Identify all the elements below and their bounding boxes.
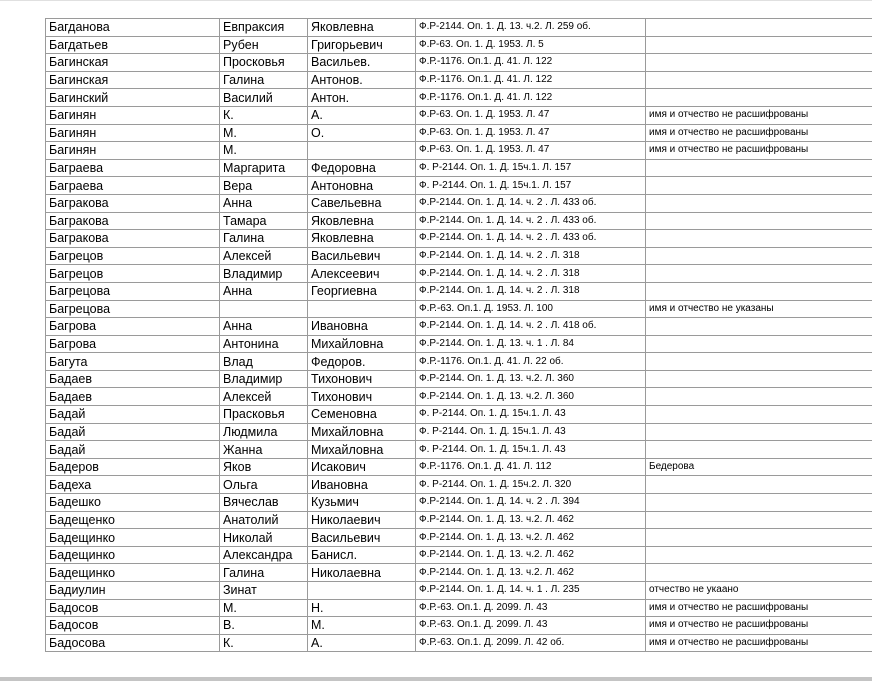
surname-cell: Бадешко	[46, 494, 220, 512]
surname-cell: Багинян	[46, 106, 220, 124]
patronymic-cell: Михайловна	[308, 423, 416, 441]
archive-reference-cell: Ф.Р.-1176. Оп.1. Д. 41. Л. 112	[416, 458, 646, 476]
archive-reference-cell: Ф.Р-2144. Оп. 1. Д. 13. ч.2. Л. 360	[416, 388, 646, 406]
first-name-cell: Антонина	[220, 335, 308, 353]
first-name-cell: Владимир	[220, 265, 308, 283]
archive-reference-cell: Ф.Р.-63. Оп.1. Д. 2099. Л. 43	[416, 599, 646, 617]
note-cell	[646, 36, 872, 54]
surname-cell: Багрецова	[46, 300, 220, 318]
patronymic-cell: Исакович	[308, 458, 416, 476]
surname-cell: Бадосов	[46, 617, 220, 635]
archive-reference-cell: Ф.Р.-63. Оп.1. Д. 1953. Л. 100	[416, 300, 646, 318]
table-row	[46, 300, 872, 318]
table-row	[46, 370, 872, 388]
archive-reference-cell: Ф.Р-2144. Оп. 1. Д. 14. ч. 2 . Л. 318	[416, 247, 646, 265]
patronymic-cell: Антон.	[308, 89, 416, 107]
note-cell	[646, 247, 872, 265]
note-cell: Бедерова	[646, 458, 872, 476]
first-name-cell: В.	[220, 617, 308, 635]
table-row	[46, 54, 872, 72]
first-name-cell: Анна	[220, 194, 308, 212]
patronymic-cell: Григорьевич	[308, 36, 416, 54]
first-name-cell: Жанна	[220, 441, 308, 459]
table-row	[46, 441, 872, 459]
table-row	[46, 617, 872, 635]
table-row	[46, 265, 872, 283]
patronymic-cell: Тихонович	[308, 388, 416, 406]
table-row	[46, 142, 872, 160]
table-row	[46, 106, 872, 124]
surname-cell: Бадай	[46, 441, 220, 459]
patronymic-cell: Ивановна	[308, 476, 416, 494]
first-name-cell: Просковья	[220, 54, 308, 72]
note-cell	[646, 441, 872, 459]
table-row	[46, 36, 872, 54]
table-row	[46, 406, 872, 424]
note-cell: имя и отчество не расшифрованы	[646, 124, 872, 142]
surname-cell: Бадосов	[46, 599, 220, 617]
surname-cell: Багрецова	[46, 282, 220, 300]
patronymic-cell: Савельевна	[308, 194, 416, 212]
archive-reference-cell: Ф. Р-2144. Оп. 1. Д. 15ч.1. Л. 43	[416, 406, 646, 424]
surname-cell: Багдатьев	[46, 36, 220, 54]
patronymic-cell: Антоновна	[308, 177, 416, 195]
surname-cell: Бадещенко	[46, 511, 220, 529]
archive-reference-cell: Ф. Р-2144. Оп. 1. Д. 15ч.1. Л. 43	[416, 441, 646, 459]
table-row	[46, 335, 872, 353]
surname-cell: Бадеров	[46, 458, 220, 476]
table-row	[46, 318, 872, 336]
archive-reference-cell: Ф.Р.-1176. Оп.1. Д. 41. Л. 122	[416, 71, 646, 89]
note-cell	[646, 388, 872, 406]
first-name-cell	[220, 300, 308, 318]
patronymic-cell: Яковлевна	[308, 230, 416, 248]
surname-cell: Багинский	[46, 89, 220, 107]
archive-reference-cell: Ф.Р-2144. Оп. 1. Д. 14. ч. 2 . Л. 394	[416, 494, 646, 512]
note-cell	[646, 370, 872, 388]
archive-reference-cell: Ф.Р-63. Оп. 1. Д. 1953. Л. 47	[416, 142, 646, 160]
table-row	[46, 599, 872, 617]
table-row	[46, 159, 872, 177]
note-cell	[646, 353, 872, 371]
patronymic-cell: Н.	[308, 599, 416, 617]
archive-reference-cell: Ф.Р-63. Оп. 1. Д. 1953. Л. 5	[416, 36, 646, 54]
note-cell	[646, 318, 872, 336]
note-cell	[646, 564, 872, 582]
surname-cell: Бадаев	[46, 370, 220, 388]
surname-cell: Багракова	[46, 194, 220, 212]
patronymic-cell: О.	[308, 124, 416, 142]
patronymic-cell: А.	[308, 634, 416, 652]
surname-cell: Бадай	[46, 406, 220, 424]
archive-reference-cell: Ф.Р-2144. Оп. 1. Д. 13. ч. 1 . Л. 84	[416, 335, 646, 353]
note-cell	[646, 282, 872, 300]
surname-cell: Багинская	[46, 71, 220, 89]
note-cell	[646, 71, 872, 89]
archive-reference-cell: Ф.Р.-1176. Оп.1. Д. 41. Л. 122	[416, 89, 646, 107]
first-name-cell: Яков	[220, 458, 308, 476]
note-cell	[646, 406, 872, 424]
first-name-cell: М.	[220, 599, 308, 617]
note-cell: имя и отчество не расшифрованы	[646, 106, 872, 124]
surname-cell: Бадосова	[46, 634, 220, 652]
surname-cell: Бадаев	[46, 388, 220, 406]
archive-reference-cell: Ф.Р-63. Оп. 1. Д. 1953. Л. 47	[416, 124, 646, 142]
patronymic-cell	[308, 582, 416, 600]
note-cell	[646, 546, 872, 564]
surname-cell: Багракова	[46, 212, 220, 230]
note-cell	[646, 194, 872, 212]
note-cell: имя и отчество не расшифрованы	[646, 599, 872, 617]
surname-cell: Багракова	[46, 230, 220, 248]
first-name-cell: Рубен	[220, 36, 308, 54]
surname-cell: Бадеха	[46, 476, 220, 494]
archive-reference-cell: Ф.Р-2144. Оп. 1. Д. 14. ч. 2 . Л. 433 об.	[416, 230, 646, 248]
first-name-cell: Галина	[220, 71, 308, 89]
first-name-cell: Николай	[220, 529, 308, 547]
first-name-cell: Алексей	[220, 247, 308, 265]
first-name-cell: Маргарита	[220, 159, 308, 177]
surname-cell: Багрецов	[46, 247, 220, 265]
archive-reference-cell: Ф.Р-2144. Оп. 1. Д. 14. ч. 2 . Л. 318	[416, 265, 646, 283]
archive-reference-cell: Ф.Р-63. Оп. 1. Д. 1953. Л. 47	[416, 106, 646, 124]
archive-reference-cell: Ф. Р-2144. Оп. 1. Д. 15ч.1. Л. 43	[416, 423, 646, 441]
patronymic-cell: Тихонович	[308, 370, 416, 388]
surname-cell: Багданова	[46, 19, 220, 37]
first-name-cell: Галина	[220, 230, 308, 248]
patronymic-cell: Васильев.	[308, 54, 416, 72]
note-cell	[646, 476, 872, 494]
surname-cell: Баграева	[46, 159, 220, 177]
table-row	[46, 194, 872, 212]
note-cell	[646, 54, 872, 72]
table-row	[46, 582, 872, 600]
table-row	[46, 177, 872, 195]
table-row	[46, 212, 872, 230]
note-cell	[646, 159, 872, 177]
table-row	[46, 494, 872, 512]
patronymic-cell: М.	[308, 617, 416, 635]
first-name-cell: Алексей	[220, 388, 308, 406]
patronymic-cell: Николаевич	[308, 511, 416, 529]
archive-reference-cell: Ф. Р-2144. Оп. 1. Д. 15ч.1. Л. 157	[416, 159, 646, 177]
table-row	[46, 546, 872, 564]
first-name-cell: Людмила	[220, 423, 308, 441]
note-cell	[646, 511, 872, 529]
note-cell	[646, 494, 872, 512]
archive-reference-cell: Ф.Р-2144. Оп. 1. Д. 13. ч.2. Л. 259 об.	[416, 19, 646, 37]
table-row	[46, 476, 872, 494]
surname-cell: Багрова	[46, 318, 220, 336]
note-cell: имя и отчество не расшифрованы	[646, 142, 872, 160]
surname-cell: Багрова	[46, 335, 220, 353]
patronymic-cell: Георгиевна	[308, 282, 416, 300]
first-name-cell: Владимир	[220, 370, 308, 388]
surname-cell: Бадещинко	[46, 564, 220, 582]
table-row	[46, 282, 872, 300]
patronymic-cell: Васильевич	[308, 529, 416, 547]
table-row	[46, 19, 872, 37]
first-name-cell: Галина	[220, 564, 308, 582]
patronymic-cell: Кузьмич	[308, 494, 416, 512]
note-cell	[646, 529, 872, 547]
first-name-cell: Тамара	[220, 212, 308, 230]
archive-reference-cell: Ф.Р-2144. Оп. 1. Д. 14. ч. 2 . Л. 433 об.	[416, 212, 646, 230]
archive-reference-cell: Ф.Р.-1176. Оп.1. Д. 41. Л. 22 об.	[416, 353, 646, 371]
first-name-cell: Василий	[220, 89, 308, 107]
surname-cell: Багута	[46, 353, 220, 371]
archive-reference-cell: Ф. Р-2144. Оп. 1. Д. 15ч.2. Л. 320	[416, 476, 646, 494]
patronymic-cell: Антонов.	[308, 71, 416, 89]
table-row	[46, 529, 872, 547]
first-name-cell: К.	[220, 634, 308, 652]
surname-cell: Багрецов	[46, 265, 220, 283]
note-cell	[646, 89, 872, 107]
first-name-cell: Евпраксия	[220, 19, 308, 37]
surname-cell: Багинян	[46, 124, 220, 142]
first-name-cell: Прасковья	[220, 406, 308, 424]
patronymic-cell: Алексеевич	[308, 265, 416, 283]
first-name-cell: Александра	[220, 546, 308, 564]
surname-cell: Багинская	[46, 54, 220, 72]
archive-reference-cell: Ф.Р-2144. Оп. 1. Д. 13. ч.2. Л. 462	[416, 529, 646, 547]
patronymic-cell: Васильевич	[308, 247, 416, 265]
archive-reference-cell: Ф.Р-2144. Оп. 1. Д. 14. ч. 2 . Л. 433 об.	[416, 194, 646, 212]
note-cell	[646, 212, 872, 230]
first-name-cell: М.	[220, 124, 308, 142]
patronymic-cell	[308, 300, 416, 318]
first-name-cell: Анатолий	[220, 511, 308, 529]
first-name-cell: Влад	[220, 353, 308, 371]
archive-reference-cell: Ф.Р.-1176. Оп.1. Д. 41. Л. 122	[416, 54, 646, 72]
note-cell	[646, 423, 872, 441]
first-name-cell: К.	[220, 106, 308, 124]
first-name-cell: Ольга	[220, 476, 308, 494]
patronymic-cell: Федоров.	[308, 353, 416, 371]
archive-reference-cell: Ф.Р-2144. Оп. 1. Д. 14. ч. 1 . Л. 235	[416, 582, 646, 600]
first-name-cell: Вячеслав	[220, 494, 308, 512]
first-name-cell: Анна	[220, 282, 308, 300]
archive-reference-cell: Ф. Р-2144. Оп. 1. Д. 15ч.1. Л. 157	[416, 177, 646, 195]
archive-reference-cell: Ф.Р-2144. Оп. 1. Д. 14. ч. 2 . Л. 318	[416, 282, 646, 300]
registry-table	[45, 18, 872, 652]
surname-cell: Баграева	[46, 177, 220, 195]
table-row	[46, 423, 872, 441]
patronymic-cell: Ивановна	[308, 318, 416, 336]
bottom-divider	[0, 677, 872, 681]
top-divider	[0, 0, 872, 1]
first-name-cell: М.	[220, 142, 308, 160]
surname-cell: Багинян	[46, 142, 220, 160]
patronymic-cell: Федоровна	[308, 159, 416, 177]
patronymic-cell: Михайловна	[308, 441, 416, 459]
archive-reference-cell: Ф.Р.-63. Оп.1. Д. 2099. Л. 42 об.	[416, 634, 646, 652]
surname-cell: Бадещинко	[46, 546, 220, 564]
first-name-cell: Анна	[220, 318, 308, 336]
archive-reference-cell: Ф.Р-2144. Оп. 1. Д. 13. ч.2. Л. 462	[416, 511, 646, 529]
table-row	[46, 511, 872, 529]
archive-reference-cell: Ф.Р-2144. Оп. 1. Д. 14. ч. 2 . Л. 418 об.	[416, 318, 646, 336]
patronymic-cell	[308, 142, 416, 160]
note-cell	[646, 230, 872, 248]
table-row	[46, 388, 872, 406]
archive-reference-cell: Ф.Р-2144. Оп. 1. Д. 13. ч.2. Л. 462	[416, 564, 646, 582]
archive-reference-cell: Ф.Р.-63. Оп.1. Д. 2099. Л. 43	[416, 617, 646, 635]
archive-reference-cell: Ф.Р-2144. Оп. 1. Д. 13. ч.2. Л. 462	[416, 546, 646, 564]
archive-reference-cell: Ф.Р-2144. Оп. 1. Д. 13. ч.2. Л. 360	[416, 370, 646, 388]
note-cell: имя и отчество не расшифрованы	[646, 617, 872, 635]
table-row	[46, 353, 872, 371]
patronymic-cell: Николаевна	[308, 564, 416, 582]
first-name-cell: Зинат	[220, 582, 308, 600]
note-cell: отчество не укаано	[646, 582, 872, 600]
surname-cell: Бадай	[46, 423, 220, 441]
table-row	[46, 564, 872, 582]
table-row	[46, 89, 872, 107]
note-cell	[646, 335, 872, 353]
patronymic-cell: Семеновна	[308, 406, 416, 424]
note-cell: имя и отчество не указаны	[646, 300, 872, 318]
table-row	[46, 71, 872, 89]
surname-cell: Бадиулин	[46, 582, 220, 600]
table-row	[46, 634, 872, 652]
note-cell	[646, 19, 872, 37]
table-row	[46, 247, 872, 265]
table-row	[46, 230, 872, 248]
note-cell	[646, 177, 872, 195]
patronymic-cell: Яковлевна	[308, 19, 416, 37]
note-cell: имя и отчество не расшифрованы	[646, 634, 872, 652]
patronymic-cell: Банисл.	[308, 546, 416, 564]
registry-rows	[46, 19, 872, 652]
patronymic-cell: А.	[308, 106, 416, 124]
table-row	[46, 124, 872, 142]
note-cell	[646, 265, 872, 283]
surname-cell: Бадещинко	[46, 529, 220, 547]
patronymic-cell: Яковлевна	[308, 212, 416, 230]
table-row	[46, 458, 872, 476]
patronymic-cell: Михайловна	[308, 335, 416, 353]
first-name-cell: Вера	[220, 177, 308, 195]
